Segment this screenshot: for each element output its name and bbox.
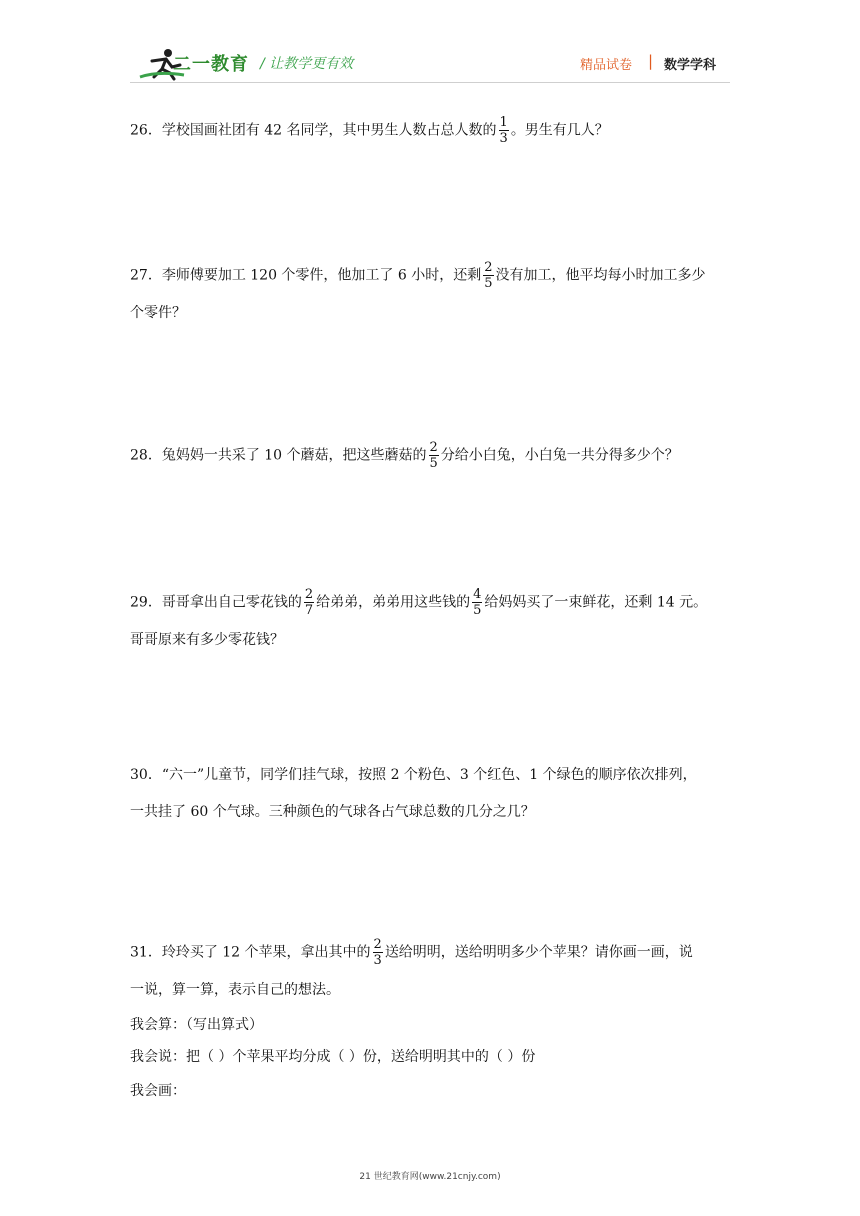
fraction-numerator: 2 <box>484 260 493 275</box>
fraction-numerator: 1 <box>499 115 508 130</box>
question-30-line-2 <box>130 802 535 822</box>
header-separator: | <box>648 52 654 70</box>
question-text: 哥哥原来有多少零花钱？ <box>130 632 284 648</box>
page-footer: 21 世纪教育网(www.21cnjy.com) <box>359 1172 501 1182</box>
question-text: 送给明明，送给明明多少个苹果？请你画一画，说 <box>384 944 693 961</box>
question-text: 我会画： <box>130 1083 186 1099</box>
fraction-numerator: 2 <box>429 440 438 455</box>
question-26 <box>130 115 609 146</box>
question-text: 26．学校国画社团有 42 名同学，其中男生人数占总人数的 <box>130 122 497 139</box>
fraction <box>429 440 439 471</box>
fraction-denominator: 5 <box>484 276 493 291</box>
question-27-line-2 <box>130 303 186 323</box>
question-30 <box>130 765 697 785</box>
question-29 <box>130 587 707 618</box>
fraction-denominator: 3 <box>373 953 382 968</box>
answer-prompt-calc <box>130 1015 263 1035</box>
fraction <box>499 115 509 146</box>
question-text: 分给小白兔，小白兔一共分得多少个？ <box>440 447 679 464</box>
question-text: 给妈妈买了一束鲜花，还剩 14 元。 <box>484 594 708 611</box>
question-text: 我会算：（写出算式） <box>130 1017 263 1033</box>
answer-prompt-say <box>130 1047 535 1067</box>
question-text: 27．李师傅要加工 120 个零件，他加工了 6 小时，还剩 <box>130 267 482 284</box>
question-text: 个零件？ <box>130 305 186 321</box>
question-31 <box>130 937 693 968</box>
fraction-numerator: 4 <box>473 587 482 602</box>
question-text: 给弟弟，弟弟用这些钱的 <box>316 594 471 611</box>
fraction <box>472 587 482 618</box>
subject-label: 数学学科 <box>664 58 717 73</box>
fraction-denominator: 3 <box>499 131 508 146</box>
question-text: 一说，算一算，表示自己的想法。 <box>130 982 340 998</box>
fraction <box>304 587 314 618</box>
page-header <box>0 0 860 92</box>
question-29-line-2 <box>130 630 284 650</box>
question-27 <box>130 260 706 291</box>
fraction-denominator: 7 <box>304 603 314 618</box>
question-31-line-2 <box>130 980 340 1000</box>
fraction-denominator: 5 <box>473 603 482 618</box>
answer-prompt-draw <box>130 1081 186 1101</box>
question-text: 28．兔妈妈一共采了 10 个蘑菇，把这些蘑菇的 <box>130 447 427 464</box>
question-text: 没有加工，他平均每小时加工多少 <box>495 267 706 284</box>
fraction <box>483 260 493 291</box>
question-text: 一共挂了 60 个气球。三种颜色的气球各占气球总数的几分之几？ <box>130 804 535 820</box>
fraction <box>373 937 383 968</box>
fraction-denominator: 5 <box>429 456 438 471</box>
question-text: 30．“六一”儿童节，同学们挂气球，按照 2 个粉色、3 个红色、1 个绿色的顺序依次排列， <box>130 767 697 783</box>
header-divider <box>130 82 730 83</box>
question-text: 29．哥哥拿出自己零花钱的 <box>130 594 302 611</box>
fraction-numerator: 2 <box>304 587 314 602</box>
brand-slogan: / 让教学更有效 <box>260 56 354 72</box>
brand-name: 二一教育 <box>173 54 249 75</box>
question-text: 。男生有几人？ <box>510 122 609 139</box>
question-text: 31．玲玲买了 12 个苹果，拿出其中的 <box>130 944 371 961</box>
fraction-numerator: 2 <box>373 937 382 952</box>
question-text: 我会说：把（ ）个苹果平均分成（ ）份，送给明明其中的（ ）份 <box>130 1049 536 1065</box>
question-28 <box>130 440 679 471</box>
paper-type-label: 精品试卷 <box>580 58 633 73</box>
